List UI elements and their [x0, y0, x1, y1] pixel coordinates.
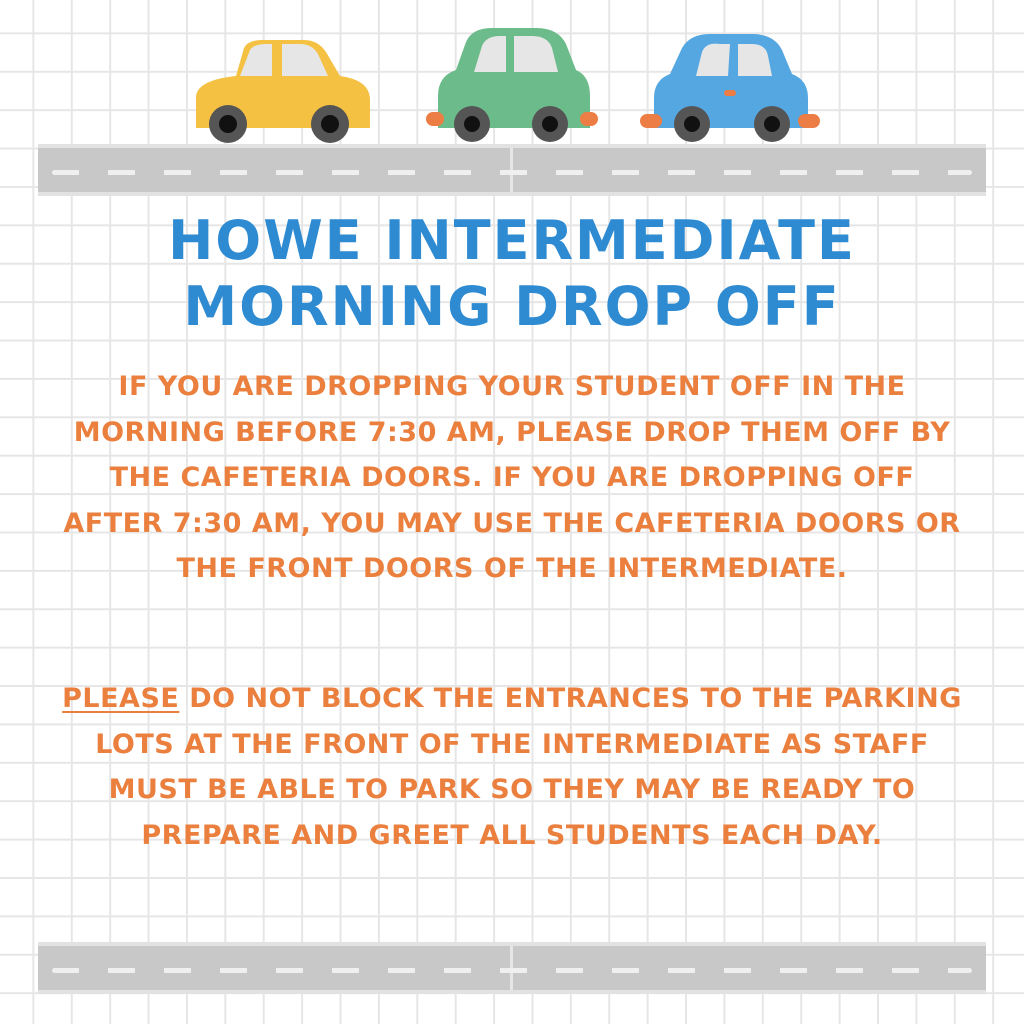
yellow-car-icon: [192, 38, 374, 144]
bottom-road: [38, 942, 986, 994]
top-road: [38, 144, 986, 196]
parking-notice: [60, 676, 964, 858]
title-line-1: HOWE INTERMEDIATE: [168, 209, 856, 272]
parking-notice-text: DO NOT BLOCK THE ENTRANCES TO THE PARKING LOTS AT THE FRONT OF THE INTERMEDIATE AS STAFF MUST BE ABLE TO PARK SO THEY MAY BE READY TO PREPARE AND GREET ALL STUDENTS EACH DAY.: [95, 683, 962, 851]
please-emphasis: PLEASE: [62, 683, 180, 714]
title-line-2: MORNING DROP OFF: [183, 275, 841, 338]
green-car-icon: [426, 26, 602, 144]
drop-off-instructions: IF YOU ARE DROPPING YOUR STUDENT OFF IN THE MORNING BEFORE 7:30 AM, PLEASE DROP THEM OFF BY THE CAFETERIA DOORS. IF YOU ARE DROPPING OFF AFTER 7:30 AM, YOU MAY USE THE CAFETERIA DOORS OR THE FRONT DOORS OF THE INTERMEDIATE.: [63, 371, 961, 584]
page-title: [0, 208, 1024, 340]
blue-car-icon: [640, 30, 820, 144]
